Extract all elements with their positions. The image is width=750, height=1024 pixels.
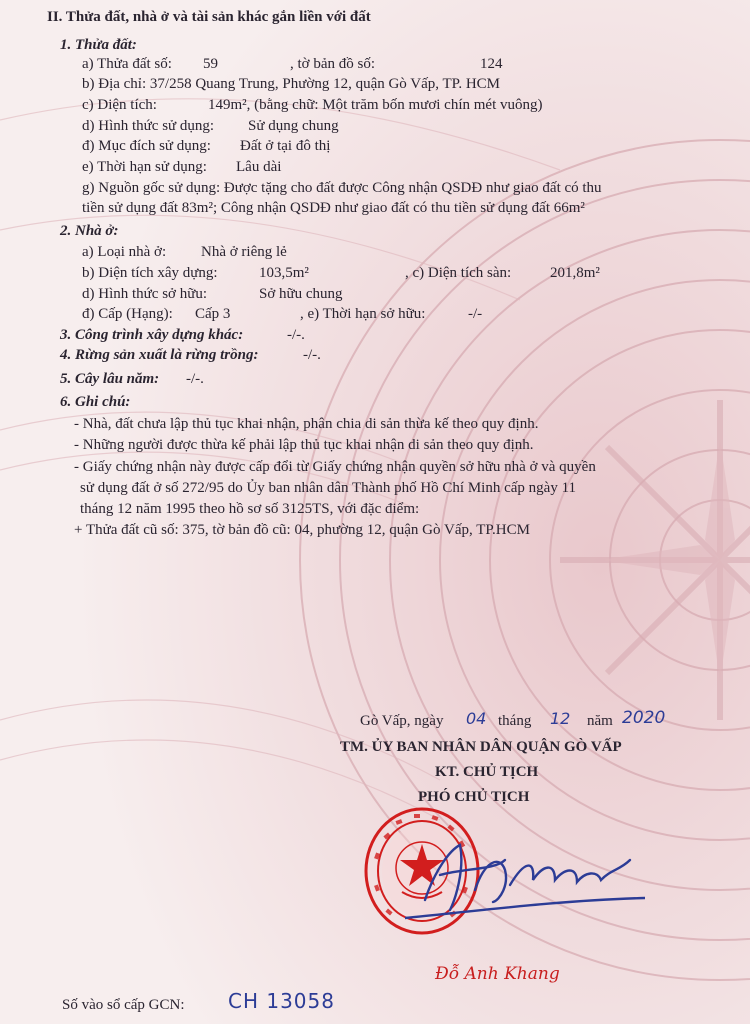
house-grade-value: Cấp 3 xyxy=(195,306,231,322)
handwritten-signature-icon xyxy=(405,830,645,920)
note-line-6: + Thửa đất cũ số: 375, tờ bản đồ cũ: 04, phường 12, quận Gò Vấp, TP.HCM xyxy=(74,522,530,538)
note-line-4: sử dụng đất ở số 272/95 do Ủy ban nhân dân Thành phố Hồ Chí Minh cấp ngày 11 xyxy=(80,480,577,496)
house-ownership-label: d) Hình thức sở hữu: xyxy=(82,286,208,302)
house-type-value: Nhà ở riêng lẻ xyxy=(201,244,287,260)
land-heading: 1. Thửa đất: xyxy=(60,37,137,53)
land-parcel-value: 59 xyxy=(203,56,218,72)
land-purpose-label: đ) Mục đích sử dụng: xyxy=(82,138,211,154)
signing-place: Gò Vấp, ngày xyxy=(360,713,444,729)
house-heading: 2. Nhà ở: xyxy=(60,223,119,239)
perennial-trees-label: 5. Cây lâu năm: xyxy=(60,371,160,387)
gcn-number: CH 13058 xyxy=(228,989,335,1013)
land-parcel-label: a) Thửa đất số: xyxy=(82,56,172,72)
land-origin-line1: g) Nguồn gốc sử dụng: Được tặng cho đất được Công nhận QSDĐ như giao đất có thu xyxy=(82,180,602,196)
land-term-label: e) Thời hạn sử dụng: xyxy=(82,159,207,175)
issuer-org: TM. ỦY BAN NHÂN DÂN QUẬN GÒ VẤP xyxy=(340,739,622,755)
other-construction-value: -/-. xyxy=(287,327,305,343)
perennial-trees-value: -/-. xyxy=(186,371,204,387)
signing-year-label: năm xyxy=(587,713,613,729)
issuer-title-1: KT. CHỦ TỊCH xyxy=(435,764,539,780)
signing-month-label: tháng xyxy=(498,713,532,729)
signing-month: 12 xyxy=(550,709,571,728)
notes-heading: 6. Ghi chú: xyxy=(60,394,131,410)
land-use-form-label: d) Hình thức sử dụng: xyxy=(82,118,215,134)
house-term-label: , e) Thời hạn sở hữu: xyxy=(300,306,426,322)
note-line-2: - Những người được thừa kế phải lập thủ tục khai nhận di sản theo quy định. xyxy=(74,437,534,453)
signing-year: 2020 xyxy=(622,708,666,728)
signer-name: Đỗ Anh Khang xyxy=(435,964,560,984)
house-build-area-label: b) Diện tích xây dựng: xyxy=(82,265,218,281)
land-map-label: , tờ bản đồ số: xyxy=(290,56,376,72)
planted-forest-value: -/-. xyxy=(303,347,321,363)
land-area-value: 149m², (bằng chữ: Một trăm bốn mươi chín mét vuông) xyxy=(208,97,543,113)
issuer-title-2: PHÓ CHỦ TỊCH xyxy=(418,789,530,805)
land-map-value: 124 xyxy=(480,56,503,72)
other-construction-label: 3. Công trình xây dựng khác: xyxy=(60,327,244,343)
land-area-label: c) Diện tích: xyxy=(82,97,157,113)
land-use-form-value: Sử dụng chung xyxy=(248,118,339,134)
house-term-value: -/- xyxy=(468,306,483,322)
house-grade-label: đ) Cấp (Hạng): xyxy=(82,306,173,322)
note-line-1: - Nhà, đất chưa lập thủ tục khai nhận, phân chia di sản thừa kế theo quy định. xyxy=(74,416,539,432)
land-term-value: Lâu dài xyxy=(236,159,282,175)
house-floor-area-label: , c) Diện tích sàn: xyxy=(405,265,512,281)
note-line-3: - Giấy chứng nhận này được cấp đổi từ Giấy chứng nhận quyền sở hữu nhà ở và quyền xyxy=(74,459,596,475)
house-floor-area-value: 201,8m² xyxy=(550,265,600,281)
planted-forest-label: 4. Rừng sản xuất là rừng trồng: xyxy=(60,347,259,363)
house-ownership-value: Sở hữu chung xyxy=(259,286,343,302)
gcn-label: Số vào sổ cấp GCN: xyxy=(62,997,185,1013)
signing-day: 04 xyxy=(466,709,487,728)
land-address: b) Địa chỉ: 37/258 Quang Trung, Phường 12, quận Gò Vấp, TP. HCM xyxy=(82,76,501,92)
house-type-label: a) Loại nhà ở: xyxy=(82,244,167,260)
land-purpose-value: Đất ở tại đô thị xyxy=(240,138,331,154)
house-build-area-value: 103,5m² xyxy=(259,265,309,281)
section-title: II. Thửa đất, nhà ở và tài sản khác gắn liền với đất xyxy=(47,9,371,25)
land-origin-line2: tiền sử dụng đất 83m²; Công nhận QSDĐ như giao đất có thu tiền sử dụng đất 66m² xyxy=(82,200,585,216)
note-line-5: tháng 12 năm 1995 theo hồ sơ số 3125TS, với đặc điểm: xyxy=(80,501,420,517)
